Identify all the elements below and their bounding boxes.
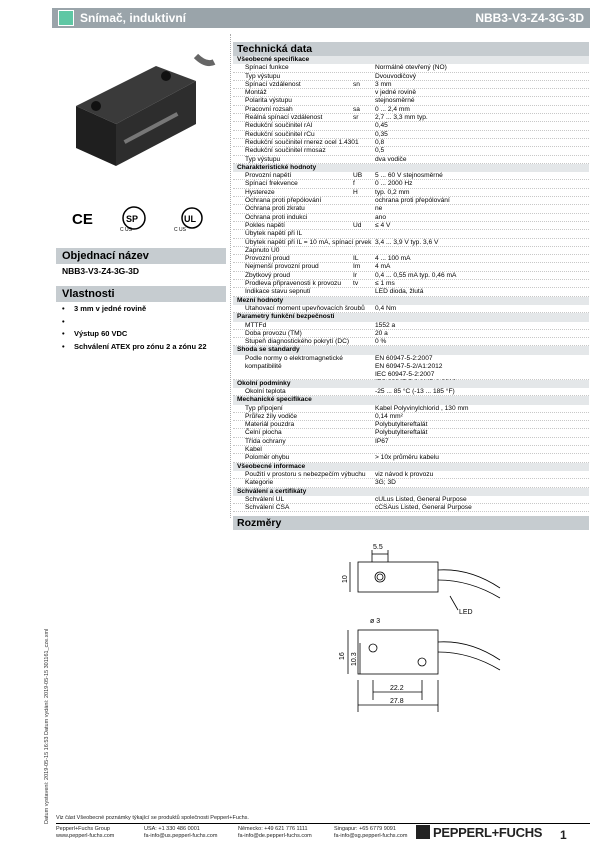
tech-row	[233, 471, 589, 479]
features-heading: Vlastnosti	[56, 286, 226, 302]
tech-row	[233, 214, 589, 222]
footer-contact-group	[56, 826, 114, 840]
tech-row-value: 3,4 ... 3,9 V typ. 3,6 V	[375, 238, 439, 246]
tech-row-key: Redukční součinitel rmosaz	[245, 147, 326, 155]
tech-row-key: Stupeň diagnostického pokrytí (DC)	[245, 338, 350, 346]
tech-row-value: 20 a	[375, 329, 388, 337]
tech-group-heading: Shoda se standardy	[233, 346, 589, 354]
dim-27-8: 27.8	[390, 698, 404, 705]
tech-row-key: Průřez žíly vodiče	[245, 412, 298, 420]
tech-row-key: kompatibilitě	[245, 362, 282, 370]
tech-row-value: 0,45	[375, 122, 388, 130]
tech-row-key: Okolní teplota	[245, 387, 286, 395]
tech-group-heading: Všeobecné specifikace	[233, 56, 589, 64]
certification-marks	[64, 205, 224, 231]
tech-group-heading: Všeobecné informace	[233, 463, 589, 471]
tech-row	[233, 405, 589, 413]
tech-row-key: Podle normy o elektromagnetické	[245, 354, 343, 362]
contact-usa-phone: USA: +1 330 486 0001	[144, 826, 200, 832]
tech-row-value: 0,4 ... 0,55 mA typ. 0,46 mA	[375, 271, 457, 279]
tech-row-value: ochrana proti přepólování	[375, 197, 450, 205]
dimensions-heading: Rozměry	[233, 516, 589, 530]
tech-row-value: viz návod k provozu	[375, 470, 434, 478]
side-text: Datum vystavení: 2019-05-15 16:53 Datum vydání: 2019-05-15 301161_cze.xml	[44, 628, 50, 824]
tech-row-key: Utahovací moment upevňovacích šroubů	[245, 304, 365, 312]
sensor-side-view	[358, 630, 438, 674]
tech-row-value: v jedné rovině	[375, 89, 417, 97]
dim-10: 10	[342, 575, 349, 583]
ul-mark: UL	[184, 214, 196, 224]
tech-row	[233, 122, 589, 130]
tech-row-value: ano	[375, 213, 387, 221]
brand-logo	[416, 825, 542, 840]
tech-row-symbol: sn	[353, 80, 360, 88]
contact-de-phone: Německo: +49 621 776 1111	[238, 826, 308, 832]
tech-row	[233, 330, 589, 338]
tech-row	[233, 479, 589, 487]
contact-usa-email[interactable]: fa-info@us.pepperl-fuchs.com	[144, 833, 218, 839]
tech-row-value: 0,4 Nm	[375, 304, 397, 312]
footer-contact-sg	[334, 826, 407, 840]
contact-group: Pepperl+Fuchs Group	[56, 826, 110, 832]
tech-row-key: Ochrana proti zkratu	[245, 205, 305, 213]
csa-mark: SP	[126, 214, 139, 224]
tech-row	[233, 413, 589, 421]
order-name: NBB3-V3-Z4-3G-3D	[62, 266, 139, 276]
tech-row	[233, 147, 589, 155]
tech-row	[233, 247, 589, 255]
tech-row-symbol: H	[353, 188, 358, 196]
cable-side-1	[438, 642, 500, 660]
tech-row-key: Spínací funkce	[245, 64, 289, 72]
tech-row	[233, 106, 589, 114]
tech-row-key: Redukční součinitel rAl	[245, 122, 313, 130]
tech-row	[233, 288, 589, 296]
tech-row	[233, 197, 589, 205]
tech-row-value: Kabel Polyvinylchlorid , 130 mm	[375, 404, 469, 412]
tech-row-key: Kabel	[245, 446, 262, 454]
tech-group-heading: Okolní podmínky	[233, 380, 589, 388]
tech-row-symbol: Im	[353, 263, 361, 271]
tech-row	[233, 255, 589, 263]
tech-row	[233, 189, 589, 197]
feature-item: • 3 mm v jedné rovině	[62, 304, 207, 313]
tech-row-key: Reálná spínací vzdálenost	[245, 114, 323, 122]
features-list	[62, 304, 207, 354]
footer-contact-usa	[144, 826, 217, 840]
logo-text: PEPPERL+FUCHS	[433, 825, 543, 840]
tech-row-value: cCSAus Listed, General Purpose	[375, 504, 472, 512]
tech-row-value: 1552 a	[375, 321, 396, 329]
ce-mark: CE	[72, 211, 93, 228]
contact-sg-phone: Singapur: +65 6779 9091	[334, 826, 396, 832]
tech-row-value: EN 60947-5-2/A1:2012	[375, 362, 443, 370]
tech-row-key: Redukční součinitel rnerez ocel 1.4301	[245, 138, 359, 146]
tech-row-key: Montáž	[245, 89, 267, 97]
tech-row-key: Prodleva připravenosti k provozu	[245, 280, 342, 288]
feature-item: • Výstup 60 VDC	[62, 329, 207, 338]
tech-row-symbol: sa	[353, 105, 360, 113]
product-image	[56, 36, 216, 186]
tech-row-symbol: tv	[353, 280, 359, 288]
tech-row-key: Typ výstupu	[245, 72, 281, 80]
tech-row	[233, 305, 589, 313]
tech-row	[233, 496, 589, 504]
tech-row-key: Doba provozu (TM)	[245, 329, 302, 337]
tech-row-key: Čelní plocha	[245, 429, 282, 437]
tech-row-key: Třída ochrany	[245, 437, 286, 445]
tech-row-value: 0,35	[375, 130, 388, 138]
tech-row	[233, 222, 589, 230]
tech-row-value: -25 ... 85 °C (-13 ... 185 °F)	[375, 387, 455, 395]
dim-22-2: 22.2	[390, 685, 404, 692]
contact-sg-email[interactable]: fa-info@sg.pepperl-fuchs.com	[334, 833, 408, 839]
cert-logos	[64, 205, 224, 231]
tech-row-key: Kategorie	[245, 479, 274, 487]
tech-row-key: Spínací frekvence	[245, 180, 298, 188]
tech-row	[233, 64, 589, 72]
feature-item: • Schválení ATEX pro zónu 2 a zónu 22	[62, 342, 207, 351]
tech-row-value: Polybutyltereftalát	[375, 429, 428, 437]
tech-row	[233, 438, 589, 446]
tech-row-symbol: Ud	[353, 221, 362, 229]
tech-row-key: Provozní proud	[245, 255, 290, 263]
tech-row-key: Redukční součinitel rCu	[245, 130, 315, 138]
side-note	[16, 540, 56, 830]
tech-row-key: Použití v prostoru s nebezpečím výbuchu	[245, 470, 366, 478]
header-square-icon	[58, 10, 74, 26]
tech-row	[233, 263, 589, 271]
tech-table	[233, 56, 589, 512]
tech-row-value: Normálně otevřený (NO)	[375, 64, 447, 72]
tech-row-value: 0,5	[375, 147, 385, 155]
tech-row-key: Úbytek napětí při IL	[245, 230, 303, 238]
tech-row-key: Pokles napětí	[245, 221, 285, 229]
csa-sub: C US	[120, 227, 132, 233]
contact-de-email[interactable]: fa-info@de.pepperl-fuchs.com	[238, 833, 312, 839]
tech-row	[233, 139, 589, 147]
tech-row-value: 3 mm	[375, 80, 392, 88]
tech-row	[233, 272, 589, 280]
tech-row-value: EN 60947-5-2:2007	[375, 354, 433, 362]
tech-row	[233, 338, 589, 346]
tech-row-key: Nejmenší provozní proud	[245, 263, 319, 271]
tech-row-symbol: UB	[353, 172, 363, 180]
tech-row	[233, 156, 589, 164]
tech-group-heading: Mezní hodnoty	[233, 297, 589, 305]
tech-group-heading: Mechanické specifikace	[233, 396, 589, 404]
dim-10-3: 10.3	[351, 652, 358, 666]
led-label: LED	[459, 609, 473, 616]
sensor-top-view	[358, 562, 438, 592]
tech-row-key: Ochrana proti přepólování	[245, 197, 322, 205]
tech-row-value: 0 ... 2000 Hz	[375, 180, 413, 188]
tech-row	[233, 73, 589, 81]
product-code: NBB3-V3-Z4-3G-3D	[475, 11, 584, 25]
tech-row	[233, 205, 589, 213]
tech-row-key: Typ výstupu	[245, 155, 281, 163]
tech-row-key: Typ připojení	[245, 404, 283, 412]
tech-row	[233, 81, 589, 89]
tech-row-value: IEC 60947-5-2:2007	[375, 370, 435, 378]
dim-16: 16	[339, 652, 346, 660]
tech-row-value: 4 mA	[375, 263, 391, 271]
tech-row-value: 0,14 mm²	[375, 412, 403, 420]
tech-row	[233, 180, 589, 188]
tech-row	[233, 504, 589, 512]
dim-5-5: 5.5	[373, 544, 383, 551]
contact-web[interactable]: www.pepperl-fuchs.com	[56, 833, 115, 839]
page-number: 1	[560, 828, 567, 842]
tech-row-value: ≤ 1 ms	[375, 280, 395, 288]
tech-row-symbol: Ir	[353, 271, 358, 279]
tech-row-symbol: sr	[353, 114, 359, 122]
tech-row-symbol: IL	[353, 255, 359, 263]
tech-row	[233, 322, 589, 330]
tech-row	[233, 454, 589, 462]
footer-note: Viz část Všeobecné poznámky týkající se produktů společnosti Pepperl+Fuchs.	[56, 815, 249, 821]
cable-top-1	[438, 570, 500, 588]
tech-row-value: Dvouvodičový	[375, 72, 417, 80]
tech-heading: Technická data	[233, 42, 589, 56]
page-header	[52, 8, 590, 28]
tech-row-key: MTTFd	[245, 321, 267, 329]
tech-row	[233, 131, 589, 139]
tech-row	[233, 280, 589, 288]
tech-group-heading: Charakteristické hodnoty	[233, 164, 589, 172]
tech-row	[233, 97, 589, 105]
logo-icon	[416, 825, 430, 839]
tech-row	[233, 429, 589, 437]
tech-row-value: typ. 0,2 mm	[375, 188, 410, 196]
tech-row-key: Zbytkový proud	[245, 271, 291, 279]
tech-row-value: ne	[375, 205, 383, 213]
tech-row	[233, 355, 589, 380]
tech-row-key: Schválení UL	[245, 495, 285, 503]
tech-row	[233, 114, 589, 122]
tech-row-symbol: f	[353, 180, 355, 188]
tech-row-value: LED dioda, žlutá	[375, 288, 424, 296]
ul-sub: C US	[174, 227, 186, 233]
tech-row-key: Poloměr ohybu	[245, 454, 290, 462]
tech-row-key: Zapnuto U0	[245, 246, 280, 254]
tech-row-value: 5 ... 60 V stejnosměrné	[375, 172, 443, 180]
tech-row	[233, 230, 589, 238]
tech-row	[233, 172, 589, 180]
tech-row-key: Indikace stavu sepnutí	[245, 288, 311, 296]
tech-row-value: ≤ 4 V	[375, 221, 391, 229]
tech-row	[233, 388, 589, 396]
tech-row-value: stejnosměrné	[375, 97, 415, 105]
column-divider	[230, 34, 231, 518]
tech-row-key: Schválení CSA	[245, 504, 290, 512]
footer-line	[56, 823, 590, 824]
tech-row-value: > 10x průměru kabelu	[375, 454, 439, 462]
footer-contact-de	[238, 826, 312, 840]
page-title: Snímač, induktivní	[80, 11, 187, 25]
dim-3: ø 3	[370, 618, 381, 625]
tech-row-value: 3G; 3D	[375, 479, 396, 487]
tech-row-key: Provozní napětí	[245, 172, 292, 180]
dimension-drawing	[340, 530, 590, 720]
tech-row-value: 4 ... 100 mA	[375, 255, 411, 263]
tech-row	[233, 421, 589, 429]
tech-row-value: 2,7 ... 3,3 mm typ.	[375, 114, 428, 122]
tech-group-heading: Parametry funkční bezpečnosti	[233, 313, 589, 321]
tech-group-heading: Schválení a certifikáty	[233, 488, 589, 496]
tech-row-value: cULus Listed, General Purpose	[375, 495, 467, 503]
tech-row-key: Spínací vzdálenost	[245, 80, 301, 88]
tech-row-key: Polarita výstupu	[245, 97, 292, 105]
tech-row-value: Polybutyltereftalát	[375, 421, 428, 429]
tech-row-value: 0,8	[375, 138, 385, 146]
tech-row-value: IP67	[375, 437, 389, 445]
tech-row-value: dva vodiče	[375, 155, 407, 163]
tech-row-key: Úbytek napětí při IL = 10 mA, spínací prvek	[245, 238, 372, 246]
tech-row-value: 0 %	[375, 338, 387, 346]
feature-item	[62, 317, 207, 326]
tech-row	[233, 239, 589, 247]
tech-row-key: Ochrana proti indukci	[245, 213, 308, 221]
tech-row-value: 0 ... 2,4 mm	[375, 105, 410, 113]
tech-row-key: Hystereze	[245, 188, 275, 196]
tech-row	[233, 89, 589, 97]
tech-row-key: Pracovní rozsah	[245, 105, 293, 113]
order-heading: Objednací název	[56, 248, 226, 264]
tech-row-key: Materiál pouzdra	[245, 421, 295, 429]
